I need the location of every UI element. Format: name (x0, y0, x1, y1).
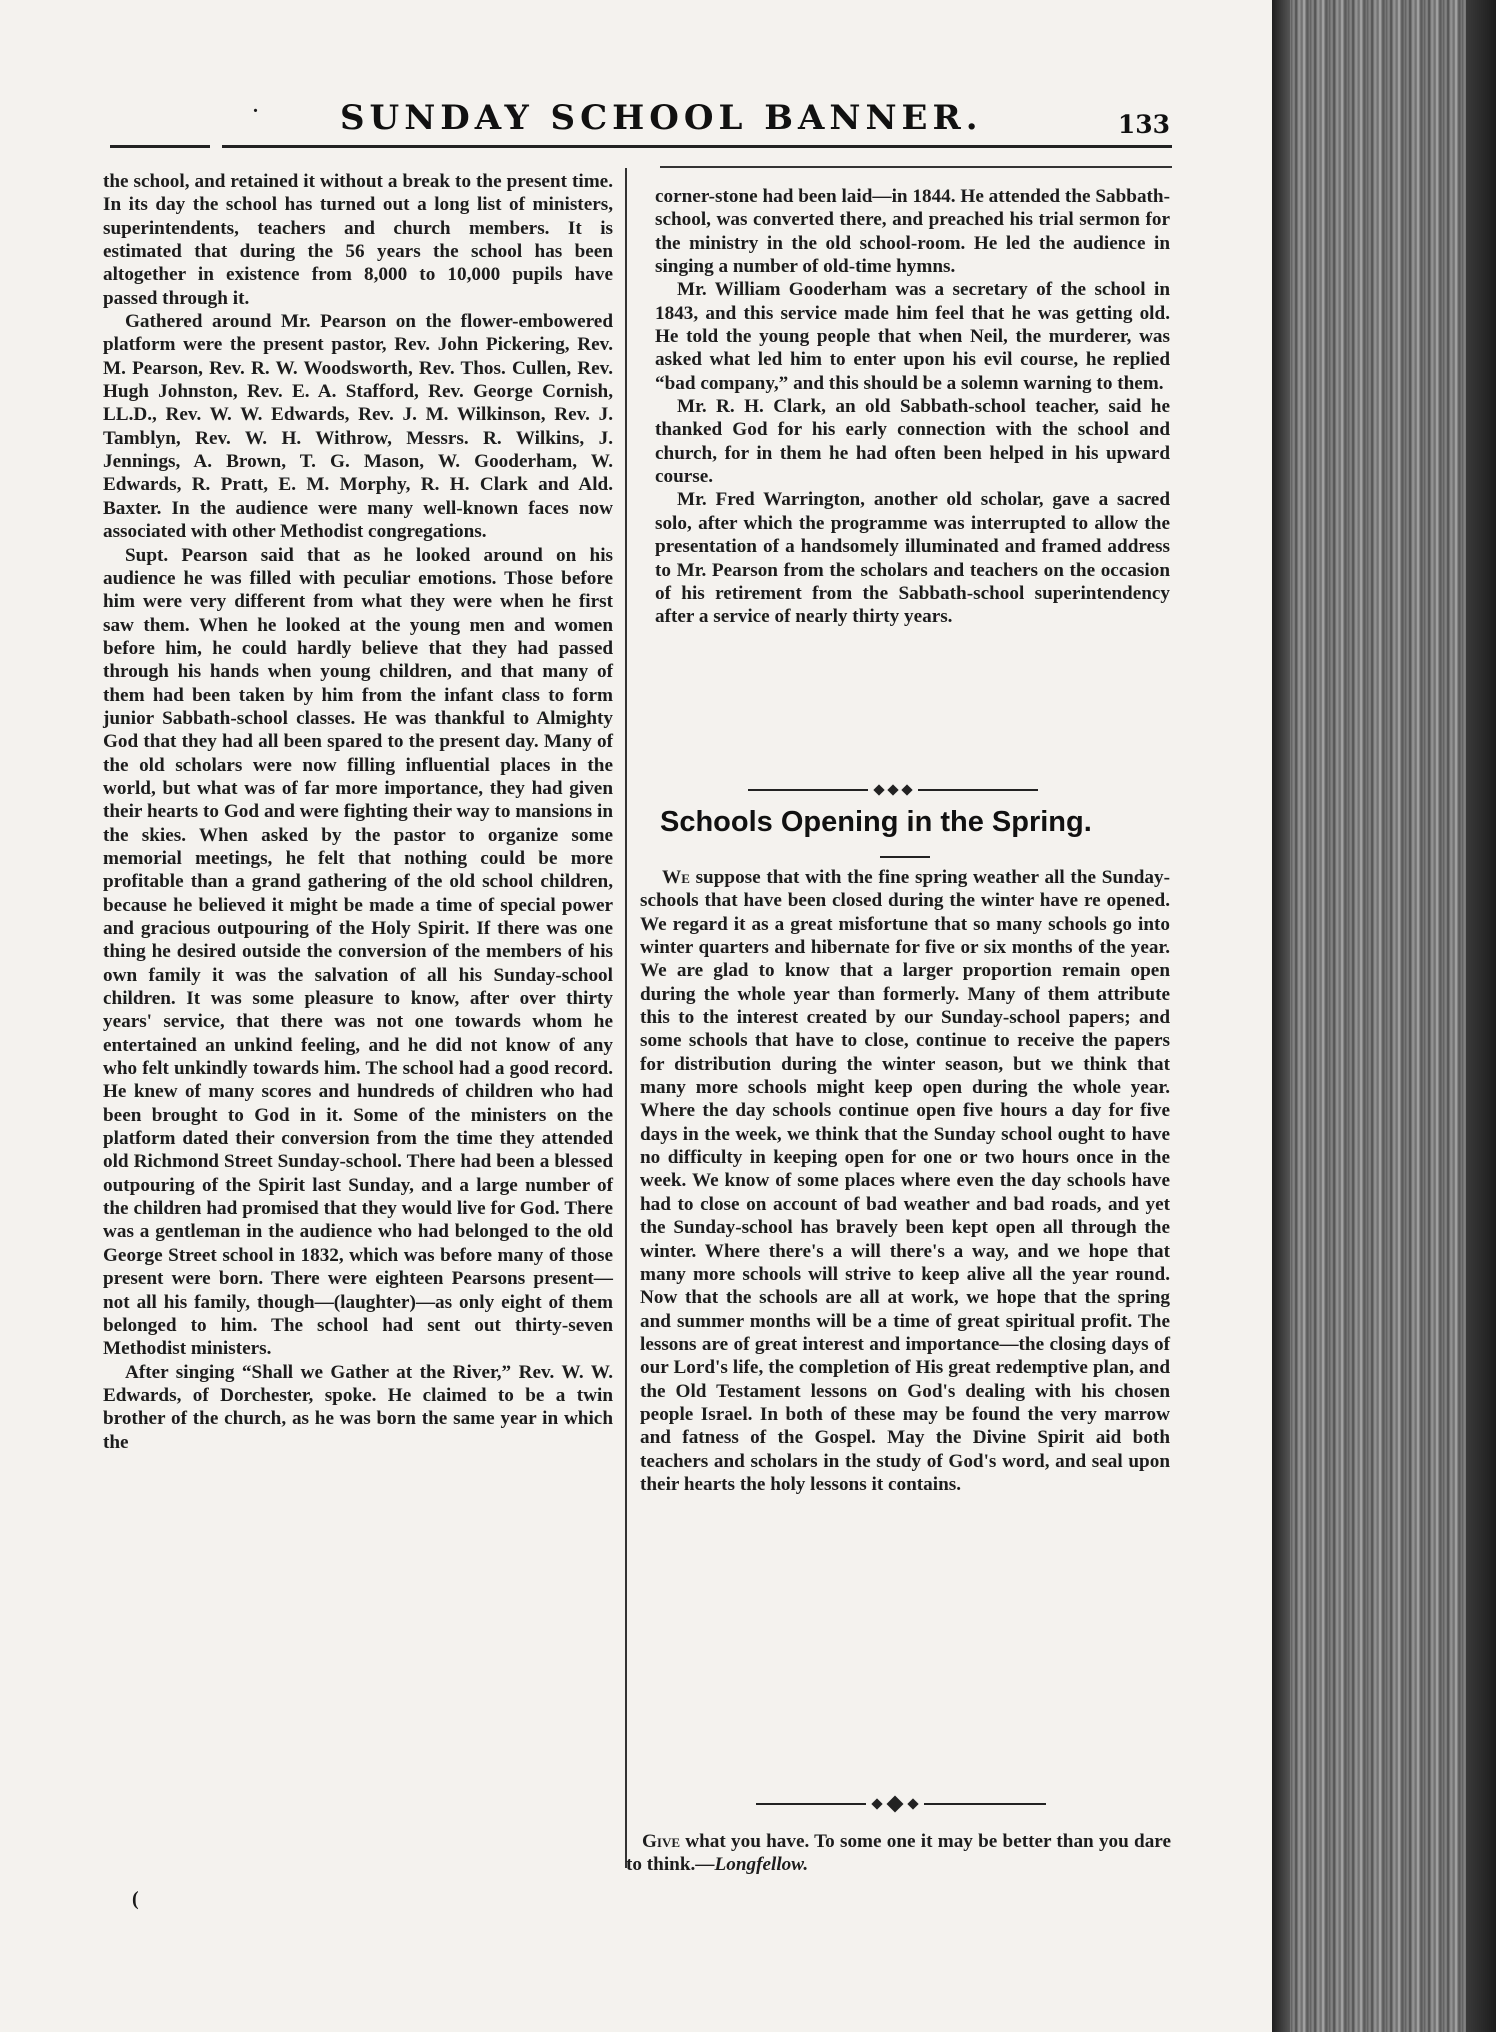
article-heading: Schools Opening in the Spring. (660, 806, 1092, 838)
quote-text: what you have. To some one it may be better than you dare to think.— (626, 1831, 1171, 1876)
right-paragraph: corner-stone had been laid—in 1844. He attended the Sabbath-school, was converted there, and preached his trial sermon for the ministry in the old school-room. He led the audience in singing a number of old-time hymns. (655, 186, 1170, 278)
article-text: suppose that with the fine spring weather all the Sunday-schools that have been closed during the winter have re opened. We regard it as a great misfortune that so many schools go into winter quarters and hibernate for five or six months of the year. We are glad to know that a larger proportion remain open during the whole year than formerly. Many of them attribute this to the interest created by our Sunday-school papers; and some schools that have to close, continue to receive the papers for distribution during the winter season, but we think that many more schools might keep open during the whole year. Where the day schools continue open five hours a day for five days in the week, we think that the Sunday school ought to have no difficulty in keeping open for one or two hours once in the week. We know of some places where even the day schools have had to close on account of bad weather and bad roads, and yet the Sunday-school has bravely been kept open all through the winter. Where there's a will there's a way, and we hope that many more schools will strive to keep alive all the year round. Now that the schools are all at work, we hope that the spring and summer months will be a time of great spiritual profit. The lessons are of great interest and importance—the closing days of our Lord's life, the completion of His great redemptive plan, and the Old Testament lessons on God's dealing with his chosen people Israel. In both of these may be found the very marrow and fatness of the Gospel. May the Divine Spirit aid both teachers and scholars in the study of God's word, and seal upon their hearts the holy lessons it contains. (640, 867, 1170, 1495)
page-header (110, 88, 1170, 148)
closing-quote (626, 1830, 1171, 1877)
article-body (640, 866, 1170, 1496)
page-number: 133 (1117, 110, 1170, 139)
running-title: SUNDAY SCHOOL BANNER. (340, 98, 983, 138)
right-column-continuation (655, 185, 1170, 629)
right-paragraph: Mr. Fred Warrington, another old scholar, gave a sacred solo, after which the programme was interrupted to allow the presentation of a handsomely illuminated and framed address to Mr. Pearson from the scholars and teachers on the occasion of his retirement from the Sabbath-school superintendency after a service of nearly thirty years. (655, 489, 1170, 628)
column-divider (625, 168, 627, 1868)
header-rule-right (222, 145, 1172, 148)
quote-lead-word: Give (642, 1831, 681, 1852)
right-paragraph: Mr. R. H. Clark, an old Sabbath-school teacher, said he thanked God for his early connection with the school and church, for in them he had often been helped in his upward course. (655, 396, 1170, 488)
right-column-top-rule (660, 166, 1172, 168)
header-rule-left (110, 145, 210, 148)
article-lead-word: We (662, 867, 690, 888)
article-paragraph (640, 866, 1170, 1496)
book-page-edges (1272, 0, 1496, 2032)
left-paragraph: After singing “Shall we Gather at the River,” Rev. W. W. Edwards, of Dorchester, spoke. He claimed to be a twin brother of the church, as he was born the same year in which the (103, 1361, 613, 1453)
header-dot: . (253, 95, 258, 117)
heading-underline (880, 856, 930, 858)
left-paragraph: Supt. Pearson said that as he looked around on his audience he was filled with peculiar emotions. Those before him were very different from what they were when he first saw them. When he looked at the young men and women before him, he could hardly believe that they had passed through his hands when young children, and that many of them had been taken by him from the infant class to form junior Sabbath-school classes. He was thankful to Almighty God that they had all been spared to the present day. Many of the old scholars were now filling influential places in the world, but what was of far more importance, they had given their hearts to God and were fighting their way to mansions in the skies. When asked by the pastor to organize some memorial meetings, he felt that nothing could be more profitable than a grand gathering of the old school children, because he believed it might be made a time of special power and gracious outpouring of the Holy Spirit. If there was one thing he desired outside the conversion of the members of his own family it was the salvation of all his Sunday-school children. It was some pleasure to know, after over thirty years' service, that there was not one towards whom he entertained an unkind feeling, and he did not know of any who felt unkindly towards him. The school had a good record. He knew of many scores and hundreds of children who had been brought to God in it. Some of the ministers on the platform dated their conversion from the time they attended old Richmond Street Sunday-school. There had been a blessed outpouring of the Spirit last Sunday, and a large number of the children had promised that they would live for God. There was a gentleman in the audience who had belonged to the old George Street school in 1832, which was before many of those present were born. There were eighteen Pearsons present—not all his family, though—(laughter)—as only eight of them belonged to him. The school had sent out thirty-seven Methodist ministers. (103, 544, 613, 1360)
left-paragraph: Gathered around Mr. Pearson on the flower-embowered platform were the present pastor, Rev. John Pickering, Rev. M. Pearson, Rev. R. W. Woodsworth, Rev. Thos. Cullen, Rev. Hugh Johnston, Rev. E. A. Stafford, Rev. George Cornish, LL.D., Rev. W. W. Edwards, Rev. J. M. Wilkinson, Rev. J. Tamblyn, Rev. W. H. Withrow, Messrs. R. Wilkins, J. Jennings, A. Brown, T. G. Mason, W. Gooderham, W. Edwards, R. Pratt, E. M. Morphy, R. H. Clark and Ald. Baxter. In the audience were many well-known faces now associated with other Methodist congregations. (103, 311, 613, 543)
section-ornament-divider (748, 786, 1038, 794)
left-column (103, 170, 613, 1454)
right-paragraph: Mr. William Gooderham was a secretary of the school in 1843, and this service made him feel that he was getting old. He told the young people that when Neil, the murderer, was asked what led him to enter upon his evil course, he replied “bad company,” and this should be a solemn warning to them. (655, 279, 1170, 394)
closing-ornament-divider (756, 1800, 1046, 1808)
left-paragraph: the school, and retained it without a break to the present time. In its day the school has turned out a long list of ministers, superintendents, teachers and church members. It is estimated that during the 56 years the school has been altogether in existence from 8,000 to 10,000 pupils have passed through it. (103, 171, 613, 309)
quote-paragraph (626, 1830, 1171, 1877)
margin-mark: ( (132, 1888, 139, 1910)
quote-attribution: Longfellow. (714, 1854, 809, 1876)
